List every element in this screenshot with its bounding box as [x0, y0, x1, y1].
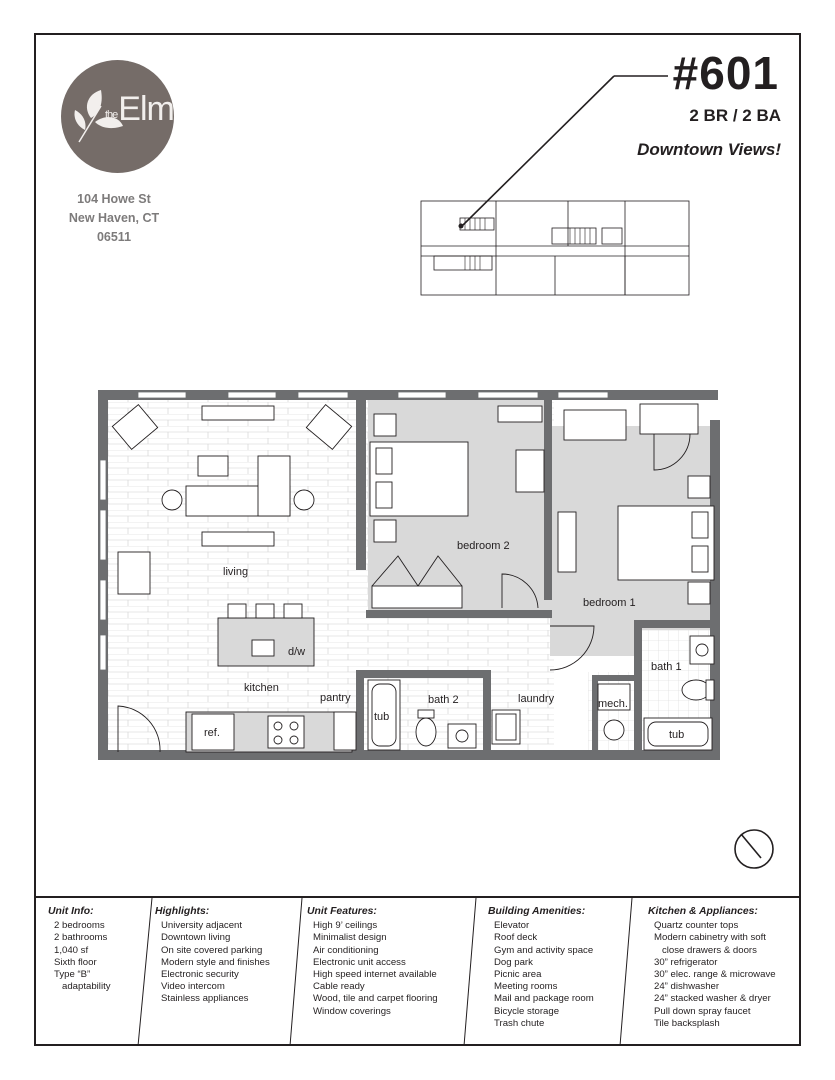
address-city: New Haven, CT	[68, 211, 160, 225]
spec-item: 2 bedrooms	[54, 920, 105, 932]
specs-footer	[34, 896, 801, 1046]
spec-item: 30” refrigerator	[654, 956, 718, 968]
highlights-column	[155, 906, 270, 1006]
spec-item: 2 bathrooms	[54, 932, 108, 944]
logo-wordmark: theElm	[105, 90, 174, 128]
spec-item: Modern style and finishes	[161, 956, 270, 968]
spec-item: Downtown living	[161, 932, 231, 944]
spec-item: Meeting rooms	[494, 981, 558, 993]
address-street: 104 Howe St	[77, 192, 151, 206]
label-bath2: bath 2	[428, 694, 459, 706]
spec-item: On site covered parking	[161, 944, 263, 956]
column-heading: Unit Info:	[48, 906, 94, 917]
spec-item: Stainless appliances	[161, 993, 249, 1005]
spec-item: Bicycle storage	[494, 1005, 560, 1017]
spec-item: Quartz counter tops	[654, 920, 739, 932]
label-tub-left: tub	[374, 711, 390, 723]
spec-item: High speed internet available	[313, 969, 437, 981]
floor-plan	[98, 390, 728, 765]
spec-item: 30” elec. range & microwave	[654, 969, 776, 981]
unit-number: #601	[672, 47, 779, 99]
label-laundry: laundry	[518, 693, 555, 705]
column-heading: Highlights:	[155, 906, 210, 917]
spec-item: Tile backsplash	[654, 1017, 720, 1029]
spec-item: 24” stacked washer & dryer	[654, 993, 771, 1005]
label-mech: mech.	[598, 698, 628, 710]
beds-baths: 2 BR / 2 BA	[689, 106, 781, 125]
label-tub-right: tub	[669, 729, 685, 741]
spec-item: Wood, tile and carpet flooring	[313, 993, 438, 1005]
label-bedroom1: bedroom 1	[583, 597, 636, 609]
address-zip: 06511	[96, 230, 132, 244]
spec-item: Video intercom	[161, 981, 225, 993]
building-amenities-column	[488, 906, 594, 1030]
label-pantry: pantry	[320, 692, 351, 704]
spec-item: Roof deck	[494, 932, 538, 944]
spec-item: adaptability	[62, 981, 111, 993]
kitchen-appliances-column	[648, 906, 776, 1030]
spec-item: Pull down spray faucet	[654, 1005, 751, 1017]
spec-item: Window coverings	[313, 1005, 391, 1017]
spec-item: Gym and activity space	[494, 944, 594, 956]
label-ref: ref.	[204, 727, 220, 739]
column-heading: Unit Features:	[307, 906, 377, 917]
spec-item: Elevator	[494, 920, 530, 932]
leader-line	[0, 0, 835, 300]
label-bedroom2: bedroom 2	[457, 540, 510, 552]
column-heading: Building Amenities:	[488, 906, 586, 917]
spec-item: 1,040 sf	[54, 944, 89, 956]
unit-features-column	[307, 906, 438, 1018]
spec-item: Minimalist design	[313, 932, 387, 944]
spec-item: Electronic security	[161, 969, 239, 981]
north-arrow-icon	[733, 828, 777, 872]
label-bath1: bath 1	[651, 661, 682, 673]
unit-tagline: Downtown Views!	[637, 140, 781, 159]
spec-item: Dog park	[494, 956, 533, 968]
label-dw: d/w	[288, 646, 306, 658]
label-kitchen: kitchen	[244, 682, 279, 694]
spec-item: close drawers & doors	[662, 944, 757, 956]
spec-item: Trash chute	[494, 1017, 545, 1029]
spec-item: Type “B”	[54, 969, 91, 981]
spec-item: Modern cabinetry with soft	[654, 932, 766, 944]
column-heading: Kitchen & Appliances:	[648, 906, 758, 917]
spec-item: Mail and package room	[494, 993, 594, 1005]
spec-item: Sixth floor	[54, 956, 97, 968]
label-living: living	[223, 566, 249, 578]
spec-item: Picnic area	[494, 969, 542, 981]
spec-item: 24” dishwasher	[654, 981, 720, 993]
spec-item: High 9’ ceilings	[313, 920, 378, 932]
unit-info-column	[48, 906, 111, 993]
spec-item: University adjacent	[161, 920, 243, 932]
key-plan	[420, 198, 692, 298]
spec-item: Electronic unit access	[313, 956, 406, 968]
spec-item: Air conditioning	[313, 944, 379, 956]
spec-item: Cable ready	[313, 981, 365, 993]
